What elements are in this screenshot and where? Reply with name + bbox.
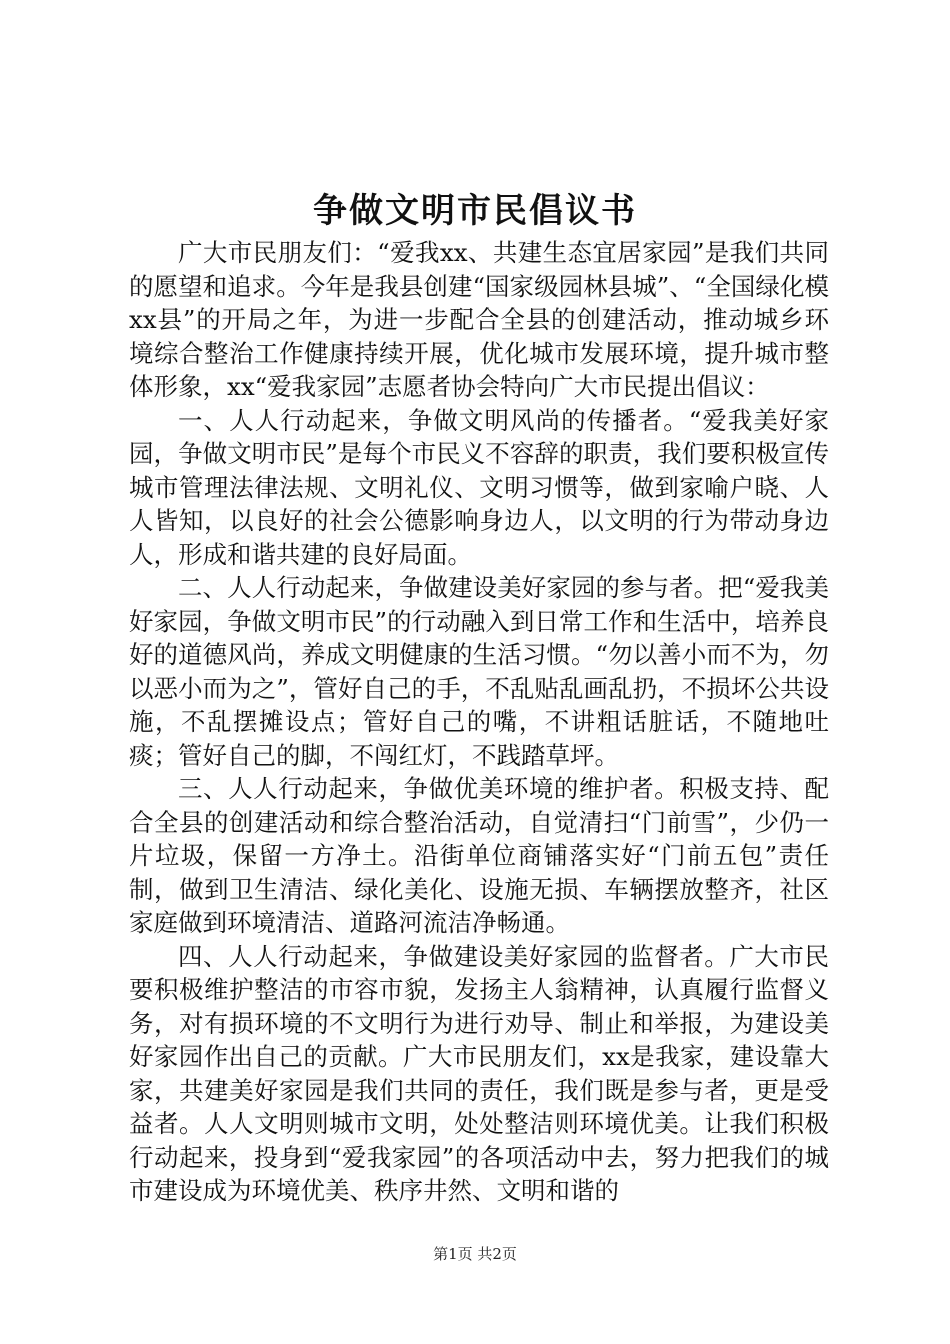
- document-title: 争做文明市民倡议书: [313, 191, 637, 231]
- paragraph-two: 二、人人行动起来，争做建设美好家园的参与者。把“爱我美好家园，争做文明市民”的行动融入到日常工作和生活中，培养良好的道德风尚，养成文明健康的生活习惯。“勿以善小而不为，勿以恶小而为之”，管好自己的手，不乱贴乱画乱扔，不损坏公共设施，不乱摆摊设点；管好自己的嘴，不讲粗话脏话，不随地吐痰；管好自己的脚，不闯红灯，不践踏草坪。: [129, 573, 829, 770]
- page-footer: 第1页 共2页: [433, 1245, 517, 1263]
- document-body: [129, 236, 829, 1208]
- paragraph-one: 一、人人行动起来，争做文明风尚的传播者。“爱我美好家园，争做文明市民”是每个市民义不容辞的职责，我们要积极宣传城市管理法律法规、文明礼仪、文明习惯等，做到家喻户晓、人人皆知，以良好的社会公德影响身边人，以文明的行为带动身边人，形成和谐共建的良好局面。: [129, 405, 829, 569]
- paragraph-four: 四、人人行动起来，争做建设美好家园的监督者。广大市民要积极维护整洁的市容市貌，发扬主人翁精神，认真履行监督义务，对有损环境的不文明行为进行劝导、制止和举报，为建设美好家园作出自己的贡献。广大市民朋友们，xx是我家，建设靠大家，共建美好家园是我们共同的责任，我们既是参与者，更是受益者。人人文明则城市文明，处处整洁则环境优美。让我们积极行动起来，投身到“爱我家园”的各项活动中去，努力把我们的城市建设成为环境优美、秩序井然、文明和谐的: [129, 941, 829, 1205]
- paragraph-three: 三、人人行动起来，争做优美环境的维护者。积极支持、配合全县的创建活动和综合整治活动，自觉清扫“门前雪”，少仍一片垃圾，保留一方净土。沿街单位商铺落实好“门前五包”责任制，做到卫生清洁、绿化美化、设施无损、车辆摆放整齐，社区家庭做到环境清洁、道路河流洁净畅通。: [129, 774, 829, 937]
- paragraph-intro: 广大市民朋友们：“爱我xx、共建生态宜居家园”是我们共同的愿望和追求。今年是我县创建“国家级园林县城”、“全国绿化模xx县”的开局之年，为进一步配合全县的创建活动，推动城乡环境综合整治工作健康持续开展，优化城市发展环境，提升城市整体形象，xx“爱我家园”志愿者协会特向广大市民提出倡议：: [129, 238, 829, 401]
